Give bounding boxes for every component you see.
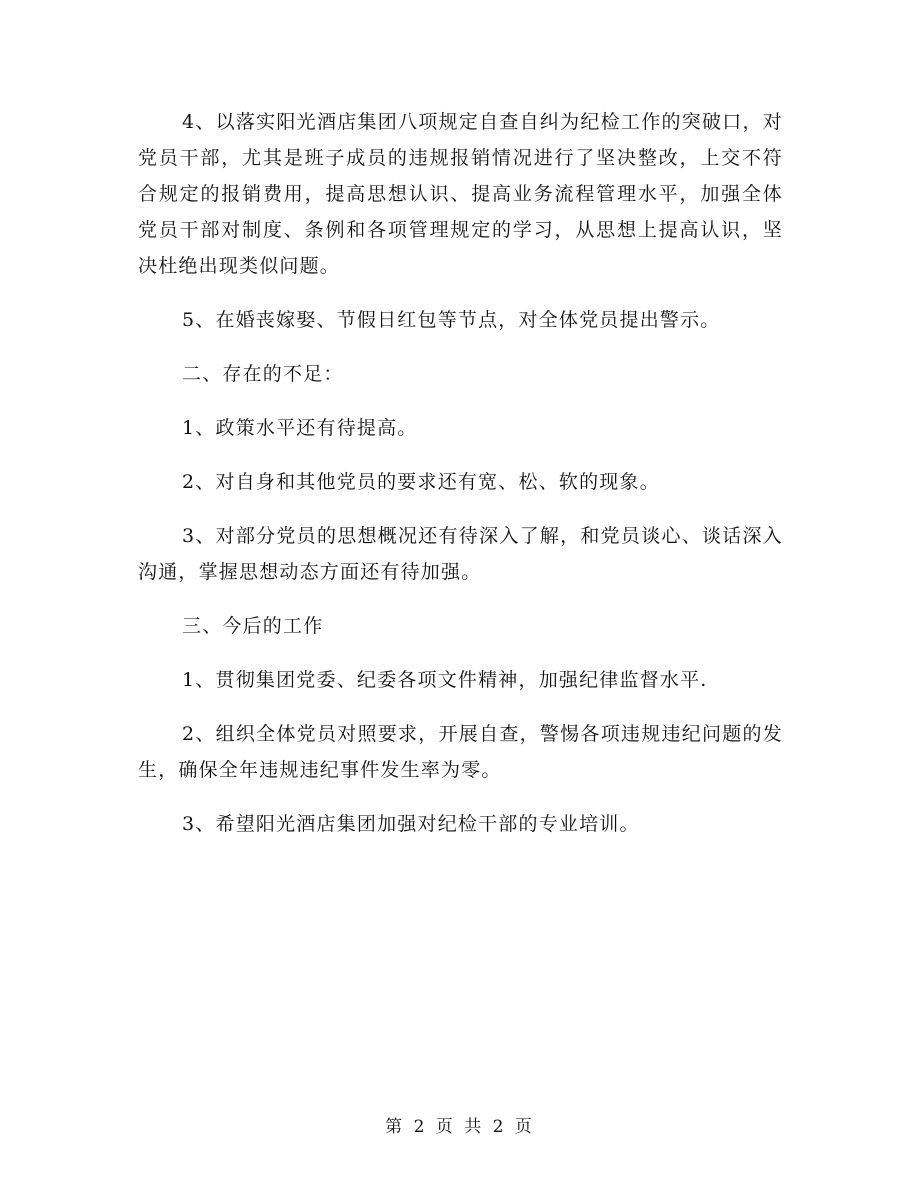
paragraph-holiday-warning: 5、在婚丧嫁娶、节假日红包等节点，对全体党员提出警示。 (182, 309, 721, 331)
paragraph-discipline-rectification: 4、以落实阳光酒店集团八项规定自查自纠为纪检工作的突破口，对党员干部，尤其是班子成员的违规报销情况进行了坚决整改，上交不符合规定的报销费用，提高思想认识、提高业务流程管理水平，加强全体党员干部对制度、条例和各项管理规定的学习，从思想上提高认识，坚决杜绝出现类似问题。 (138, 111, 783, 277)
section-heading-future-work: 三、今后的工作 (182, 615, 324, 637)
paragraph-training: 3、希望阳光酒店集团加强对纪检干部的专业培训。 (182, 813, 640, 835)
paragraph-self-inspection: 2、组织全体党员对照要求，开展自查，警惕各项违规违纪问题的发生，确保全年违规违纪事件发生率为零。 (138, 723, 783, 781)
paragraph-requirements: 2、对自身和其他党员的要求还有宽、松、软的现象。 (182, 471, 660, 493)
document-body (138, 104, 783, 860)
paragraph-policy-level: 1、政策水平还有待提高。 (182, 417, 418, 439)
paragraph-member-communication: 3、对部分党员的思想概况还有待深入了解，和党员谈心、谈话深入沟通，掌握思想动态方面还有待加强。 (138, 525, 783, 583)
paragraph-implement-spirit: 1、贯彻集团党委、纪委各项文件精神，加强纪律监督水平. (182, 669, 708, 691)
page-footer: 第 2 页 共 2 页 (385, 1117, 535, 1137)
section-heading-shortcomings: 二、存在的不足： (182, 363, 344, 385)
